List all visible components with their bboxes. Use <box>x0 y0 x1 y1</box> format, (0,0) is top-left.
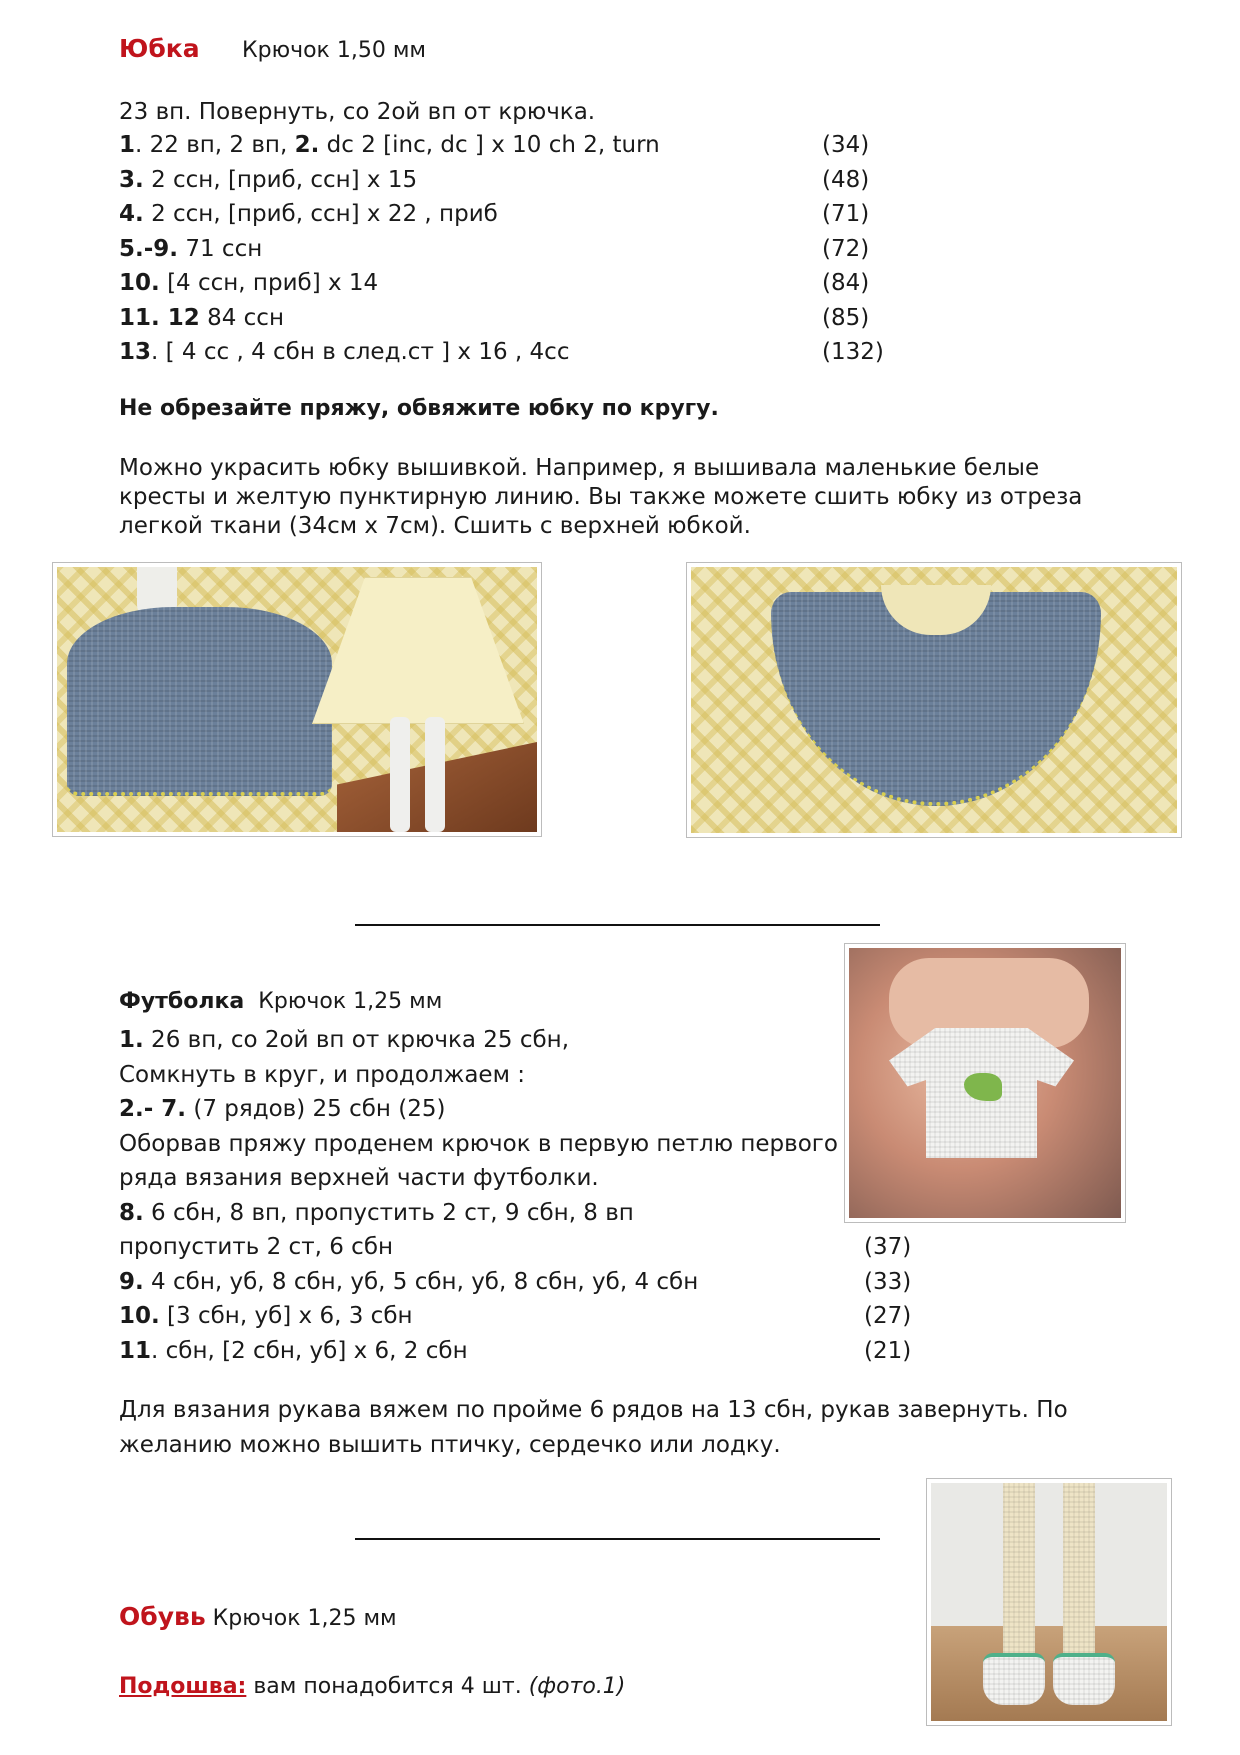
skirt-paragraph-line: легкой ткани (34см x 7см). Сшить с верхней юбкой. <box>119 513 751 539</box>
shoes-hook: Крючок 1,25 мм <box>205 1606 397 1631</box>
row-text: Оборвав пряжу проденем крючок в первую петлю первого <box>119 1130 838 1157</box>
row-text: 4 сбн, уб, 8 сбн, уб, 5 сбн, уб, 8 сбн, уб, 4 сбн <box>143 1268 699 1295</box>
tshirt-title: Футболка <box>119 989 245 1014</box>
row-separator <box>144 167 151 193</box>
tshirt-paragraph <box>119 1393 1068 1463</box>
row-separator: . <box>135 132 150 158</box>
row-number: 9. <box>119 1268 144 1295</box>
skirt-row <box>119 234 262 264</box>
skirt-hook: Крючок 1,50 мм <box>242 38 427 63</box>
row-text: 84 ссн <box>207 304 284 331</box>
skirt-paragraph-line: кресты и желтую пунктирную линию. Вы также можете сшить юбку из отреза <box>119 484 1083 510</box>
row-separator <box>200 305 207 331</box>
skirt-row <box>119 165 417 195</box>
skirt-row <box>119 268 378 298</box>
row-separator <box>160 270 167 296</box>
doll-leg-left <box>390 717 410 832</box>
row-number: 5.-9. <box>119 235 179 262</box>
tshirt-row <box>119 1163 599 1193</box>
row-text: [3 сбн, уб] x 6, 3 сбн <box>159 1303 413 1329</box>
tshirt-hook: Крючок 1,25 мм <box>258 989 443 1014</box>
section-divider <box>355 924 880 926</box>
tshirt-row <box>119 1336 468 1366</box>
row-number: 3. <box>119 166 144 193</box>
fabric-skirt <box>312 577 524 724</box>
tshirt-row <box>119 1025 569 1055</box>
skirt-row <box>119 130 660 160</box>
section-divider <box>355 1538 880 1540</box>
skirt-paragraph <box>119 454 1082 541</box>
row-number: 2.- 7. <box>119 1096 187 1122</box>
skirt-row <box>119 303 284 333</box>
row-number: 1 <box>119 132 136 158</box>
tshirt-photo <box>844 943 1126 1223</box>
table-surface <box>931 1626 1167 1721</box>
skirt-photo-on-doll <box>52 562 542 837</box>
row-text: dc 2 [inc, dc ] x 10 ch 2, turn <box>319 132 660 158</box>
doll-leg-right <box>1063 1483 1095 1673</box>
row-separator <box>144 201 151 227</box>
row-text: 2 ссн, [приб, ссн] x 22 , приб <box>151 201 498 227</box>
row-number: 13 <box>119 339 152 365</box>
row-number: 11. 12 <box>119 304 200 331</box>
sole-text: вам понадобится 4 шт. <box>246 1674 529 1699</box>
row-text: 26 вп, со 2ой вп от крючка 25 сбн, <box>143 1027 570 1053</box>
stitch-count: (71) <box>822 201 870 227</box>
skirt-intro: 23 вп. Повернуть, со 2ой вп от крючка. <box>119 99 596 125</box>
stitch-count: (21) <box>864 1337 912 1364</box>
stitch-count: (27) <box>864 1303 912 1329</box>
sole-photo-ref: (фото.1) <box>528 1674 626 1699</box>
tshirt-row <box>119 1232 393 1262</box>
row-text: 22 вп, 2 вп, <box>149 132 295 158</box>
skirt-row <box>119 199 498 229</box>
stitch-count: (33) <box>864 1268 912 1295</box>
row-text: Сомкнуть в круг, и продолжаем : <box>119 1061 525 1088</box>
shoes-title: Обувь <box>119 1602 206 1631</box>
skirt-title: Юбка <box>119 34 200 63</box>
row-text: 6 сбн, 8 вп, пропустить 2 ст, 9 сбн, 8 вп <box>143 1199 634 1226</box>
shoes-photo <box>926 1478 1172 1726</box>
stitch-count: (72) <box>822 235 870 262</box>
tshirt-row <box>119 1198 634 1228</box>
skirt-paragraph-line: Можно украсить юбку вышивкой. Например, я вышивала маленькие белые <box>119 455 1040 481</box>
stitch-count: (37) <box>864 1234 912 1260</box>
row-text: (7 рядов) 25 сбн (25) <box>186 1096 446 1122</box>
row-text: [4 ссн, приб] x 14 <box>167 270 379 296</box>
stitch-count: (84) <box>822 270 870 296</box>
row-number: 11 <box>119 1337 152 1364</box>
skirt-photo-flat <box>686 562 1182 838</box>
stitch-count: (132) <box>822 339 884 365</box>
tshirt-paragraph-line: желанию можно вышить птичку, сердечко или лодку. <box>119 1432 781 1458</box>
row-text: пропустить 2 ст, 6 сбн <box>119 1234 394 1260</box>
row-number: 2. <box>294 132 320 158</box>
row-separator: . <box>151 339 166 365</box>
row-number: 10. <box>119 1303 160 1329</box>
skirt-row <box>119 337 569 367</box>
row-text: ряда вязания верхней части футболки. <box>119 1165 599 1191</box>
sole-line <box>119 1674 625 1699</box>
row-text: 2 ссн, [приб, ссн] x 15 <box>151 166 418 193</box>
tshirt-paragraph-line: Для вязания рукава вяжем по пройме 6 рядов на 13 сбн, рукав завернуть. По <box>119 1397 1068 1423</box>
doll-leg-left <box>1003 1483 1035 1673</box>
row-number: 4. <box>119 201 144 227</box>
row-text: 71 ссн <box>185 235 263 262</box>
tshirt-row <box>119 1094 446 1124</box>
skirt-note: Не обрезайте пряжу, обвяжите юбку по кругу. <box>119 396 719 421</box>
stitch-count: (48) <box>822 166 870 193</box>
tshirt-row <box>119 1060 525 1090</box>
sandal-right <box>1053 1653 1115 1705</box>
stitch-count: (85) <box>822 304 870 331</box>
row-text: . сбн, [2 сбн, уб] x 6, 2 сбн <box>151 1337 468 1364</box>
tshirt-heading <box>119 989 442 1014</box>
sole-label: Подошва: <box>119 1674 247 1699</box>
tshirt-row <box>119 1129 838 1159</box>
stitch-count: (34) <box>822 132 870 158</box>
sandal-left <box>983 1653 1045 1705</box>
tshirt-row <box>119 1301 413 1331</box>
row-text: [ 4 сс , 4 сбн в след.ст ] x 16 , 4сс <box>165 339 570 365</box>
doll-leg-right <box>425 717 445 832</box>
tshirt-row <box>119 1267 698 1297</box>
row-number: 1. <box>119 1027 144 1053</box>
shoes-heading <box>119 1602 397 1631</box>
blue-skirt <box>67 607 332 796</box>
row-number: 8. <box>119 1199 144 1226</box>
row-number: 10. <box>119 270 160 296</box>
